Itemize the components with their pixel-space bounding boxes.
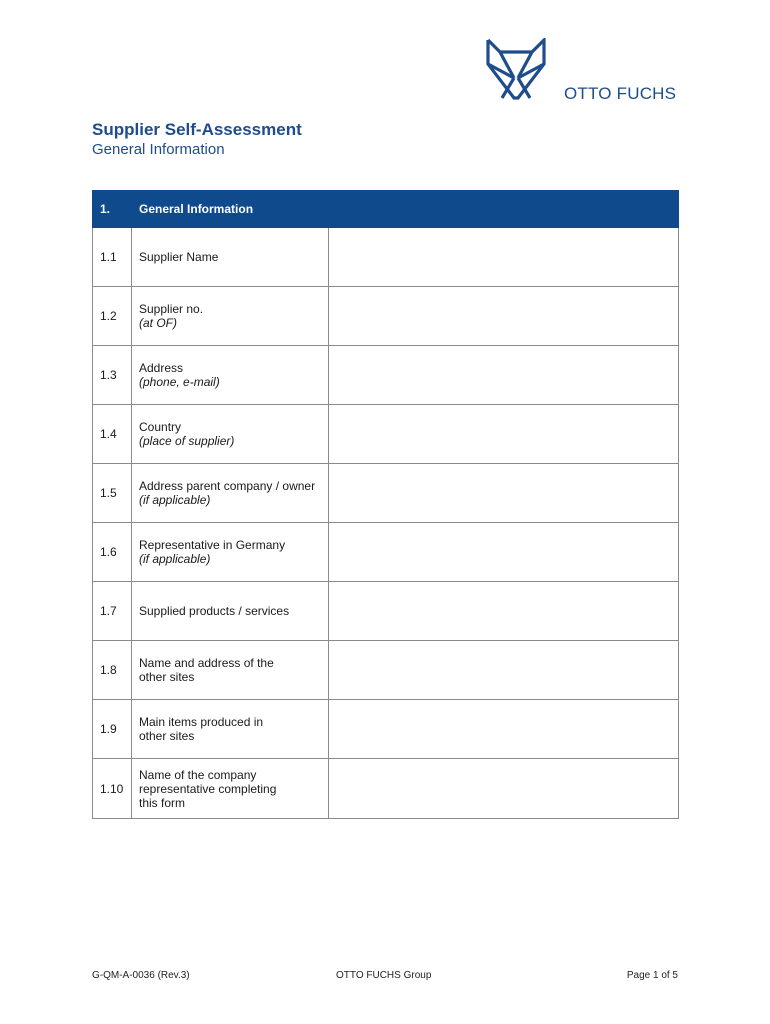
row-label: Address — [139, 361, 184, 375]
row-value-field[interactable] — [329, 582, 679, 641]
table-row — [93, 759, 679, 819]
row-label-note: (at OF) — [139, 316, 177, 330]
row-label-note: (if applicable) — [139, 493, 211, 507]
table-row — [93, 700, 679, 759]
row-label-cell — [132, 228, 329, 287]
row-number: 1.7 — [93, 582, 132, 641]
row-value-field[interactable] — [329, 759, 679, 819]
row-label: Country — [139, 420, 182, 434]
row-value-field[interactable] — [329, 287, 679, 346]
row-label-cell — [132, 287, 329, 346]
table-row — [93, 287, 679, 346]
page-subtitle: General Information — [92, 141, 225, 158]
row-label-note: (phone, e-mail) — [139, 375, 220, 389]
row-label: Representative in Germany — [139, 538, 286, 552]
row-label-cell — [132, 759, 329, 819]
footer-group-name: OTTO FUCHS Group — [336, 970, 432, 981]
row-label-cell — [132, 582, 329, 641]
brand-name: OTTO FUCHS — [564, 84, 677, 103]
row-value-field[interactable] — [329, 700, 679, 759]
section-number: 1. — [93, 191, 132, 228]
row-label: Main items produced in other sites — [139, 715, 264, 743]
page-title: Supplier Self-Assessment — [92, 120, 302, 139]
row-number: 1.8 — [93, 641, 132, 700]
table-row — [93, 523, 679, 582]
row-value-field[interactable] — [329, 464, 679, 523]
table-header-row — [93, 191, 679, 228]
row-value-field[interactable] — [329, 346, 679, 405]
row-label: Address parent company / owner — [139, 479, 316, 493]
row-number: 1.10 — [93, 759, 132, 819]
row-number: 1.3 — [93, 346, 132, 405]
row-label-note: (place of supplier) — [139, 434, 235, 448]
row-label: Name of the company representative completing this form — [139, 767, 277, 810]
row-label-cell — [132, 700, 329, 759]
section-title: General Information — [132, 191, 679, 228]
row-label-cell — [132, 464, 329, 523]
table-row — [93, 405, 679, 464]
row-number: 1.5 — [93, 464, 132, 523]
row-label-cell — [132, 346, 329, 405]
row-label-cell — [132, 523, 329, 582]
general-information-table — [92, 190, 679, 819]
table-row — [93, 641, 679, 700]
table-row — [93, 346, 679, 405]
table-row — [93, 228, 679, 287]
table-row — [93, 582, 679, 641]
row-value-field[interactable] — [329, 641, 679, 700]
row-label: Supplied products / services — [139, 604, 290, 618]
row-number: 1.6 — [93, 523, 132, 582]
row-label: Name and address of the other sites — [139, 656, 274, 684]
row-value-field[interactable] — [329, 228, 679, 287]
row-label: Supplier no. — [139, 302, 204, 316]
row-value-field[interactable] — [329, 405, 679, 464]
document-id: G-QM-A-0036 (Rev.3) — [92, 970, 190, 981]
table-row — [93, 464, 679, 523]
row-value-field[interactable] — [329, 523, 679, 582]
row-number: 1.4 — [93, 405, 132, 464]
row-label: Supplier Name — [139, 250, 219, 264]
row-number: 1.9 — [93, 700, 132, 759]
row-label-note: (if applicable) — [139, 552, 211, 566]
row-number: 1.2 — [93, 287, 132, 346]
page-number: Page 1 of 5 — [626, 970, 678, 981]
row-label-cell — [132, 405, 329, 464]
row-number: 1.1 — [93, 228, 132, 287]
row-label-cell — [132, 641, 329, 700]
